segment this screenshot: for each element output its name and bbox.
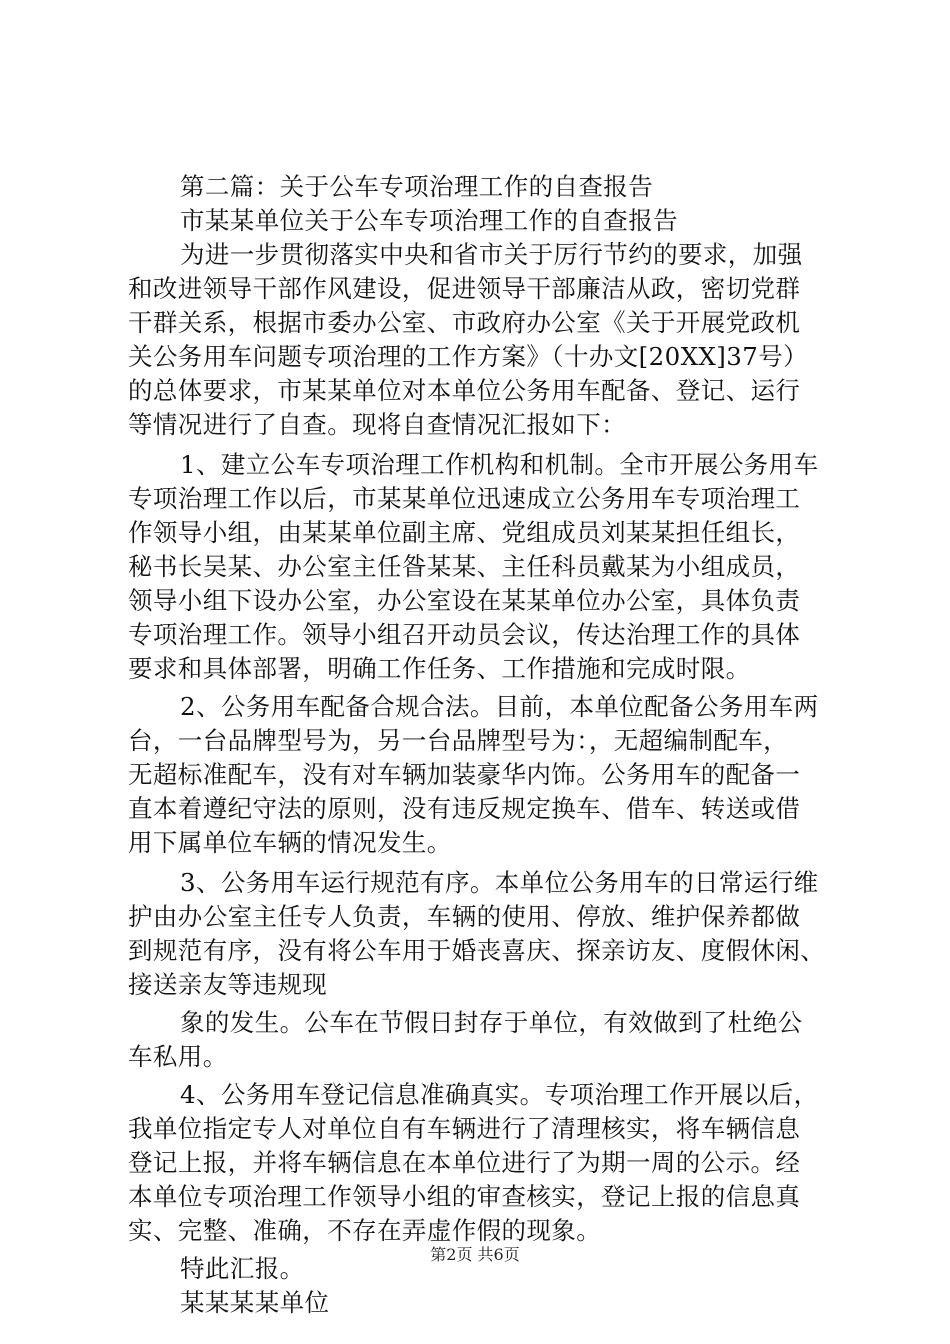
paragraph-line: 护由办公室主任专人负责，车辆的使用、停放、维护保养都做	[128, 902, 801, 931]
paragraph-line: 和改进领导干部作风建设，促进领导干部廉洁从政，密切党群	[128, 274, 801, 303]
paragraph-line: 干群关系，根据市委办公室、市政府办公室《关于开展党政机	[128, 308, 801, 337]
paragraph-line: 用下属单位车辆的情况发生。	[128, 828, 452, 857]
paragraph-line: 登记上报，并将车辆信息在本单位进行了为期一周的公示。经	[128, 1148, 801, 1177]
closing-text: 特此汇报。	[180, 1254, 305, 1283]
paragraph-line: 实、完整、准确，不存在弄虚作假的现象。	[128, 1216, 602, 1245]
paragraph-line: 无超标准配车，没有对车辆加装豪华内饰。公务用车的配备一	[128, 760, 801, 789]
section-heading: 第二篇：关于公车专项治理工作的自查报告	[180, 172, 654, 201]
paragraph-line: 为进一步贯彻落实中央和省市关于厉行节约的要求，加强	[180, 240, 803, 269]
paragraph-line: 专项治理工作。领导小组召开动员会议，传达治理工作的具体	[128, 620, 801, 649]
signature-unit: 某某某某单位	[180, 1288, 330, 1317]
paragraph-line: 4、公务用车登记信息准确真实。专项治理工作开展以后，	[180, 1080, 819, 1109]
paragraph-line: 要求和具体部署，明确工作任务、工作措施和完成时限。	[128, 654, 751, 683]
paragraph-line: 专项治理工作以后，市某某单位迅速成立公务用车专项治理工	[128, 484, 801, 513]
page-footer: 第2页 共6页	[430, 1245, 520, 1264]
report-title: 市某某单位关于公车专项治理工作的自查报告	[180, 206, 678, 235]
paragraph-line: 2、公务用车配备合规合法。目前，本单位配备公务用车两	[180, 692, 819, 721]
paragraph-line: 本单位专项治理工作领导小组的审查核实，登记上报的信息真	[128, 1182, 801, 1211]
paragraph-line: 车私用。	[128, 1042, 228, 1071]
paragraph-line: 直本着遵纪守法的原则，没有违反规定换车、借车、转送或借	[128, 794, 801, 823]
paragraph-line: 的总体要求，市某某单位对本单位公务用车配备、登记、运行	[128, 376, 801, 405]
paragraph-line: 关公务用车问题专项治理的工作方案》（十办文[20XX]37号）	[128, 342, 808, 371]
paragraph-line: 台，一台品牌型号为，另一台品牌型号为：，无超编制配车，	[128, 726, 789, 755]
paragraph-line: 接送亲友等违规现	[128, 970, 328, 999]
paragraph-line: 领导小组下设办公室，办公室设在某某单位办公室，具体负责	[128, 586, 801, 615]
paragraph-line: 我单位指定专人对单位自有车辆进行了清理核实，将车辆信息	[128, 1114, 801, 1143]
paragraph-line: 到规范有序，没有将公车用于婚丧喜庆、探亲访友、度假休闲、	[128, 936, 826, 965]
paragraph-line: 秘书长吴某、办公室主任昝某某、主任科员戴某为小组成员，	[128, 552, 801, 581]
paragraph-line: 1、建立公车专项治理工作机构和机制。全市开展公务用车	[180, 450, 819, 479]
paragraph-line: 作领导小组，由某某单位副主席、党组成员刘某某担任组长，	[128, 518, 801, 547]
paragraph-line: 等情况进行了自查。现将自查情况汇报如下：	[128, 410, 626, 439]
paragraph-line: 3、公务用车运行规范有序。本单位公务用车的日常运行维	[180, 868, 819, 897]
paragraph-line: 象的发生。公车在节假日封存于单位，有效做到了杜绝公	[180, 1008, 803, 1037]
